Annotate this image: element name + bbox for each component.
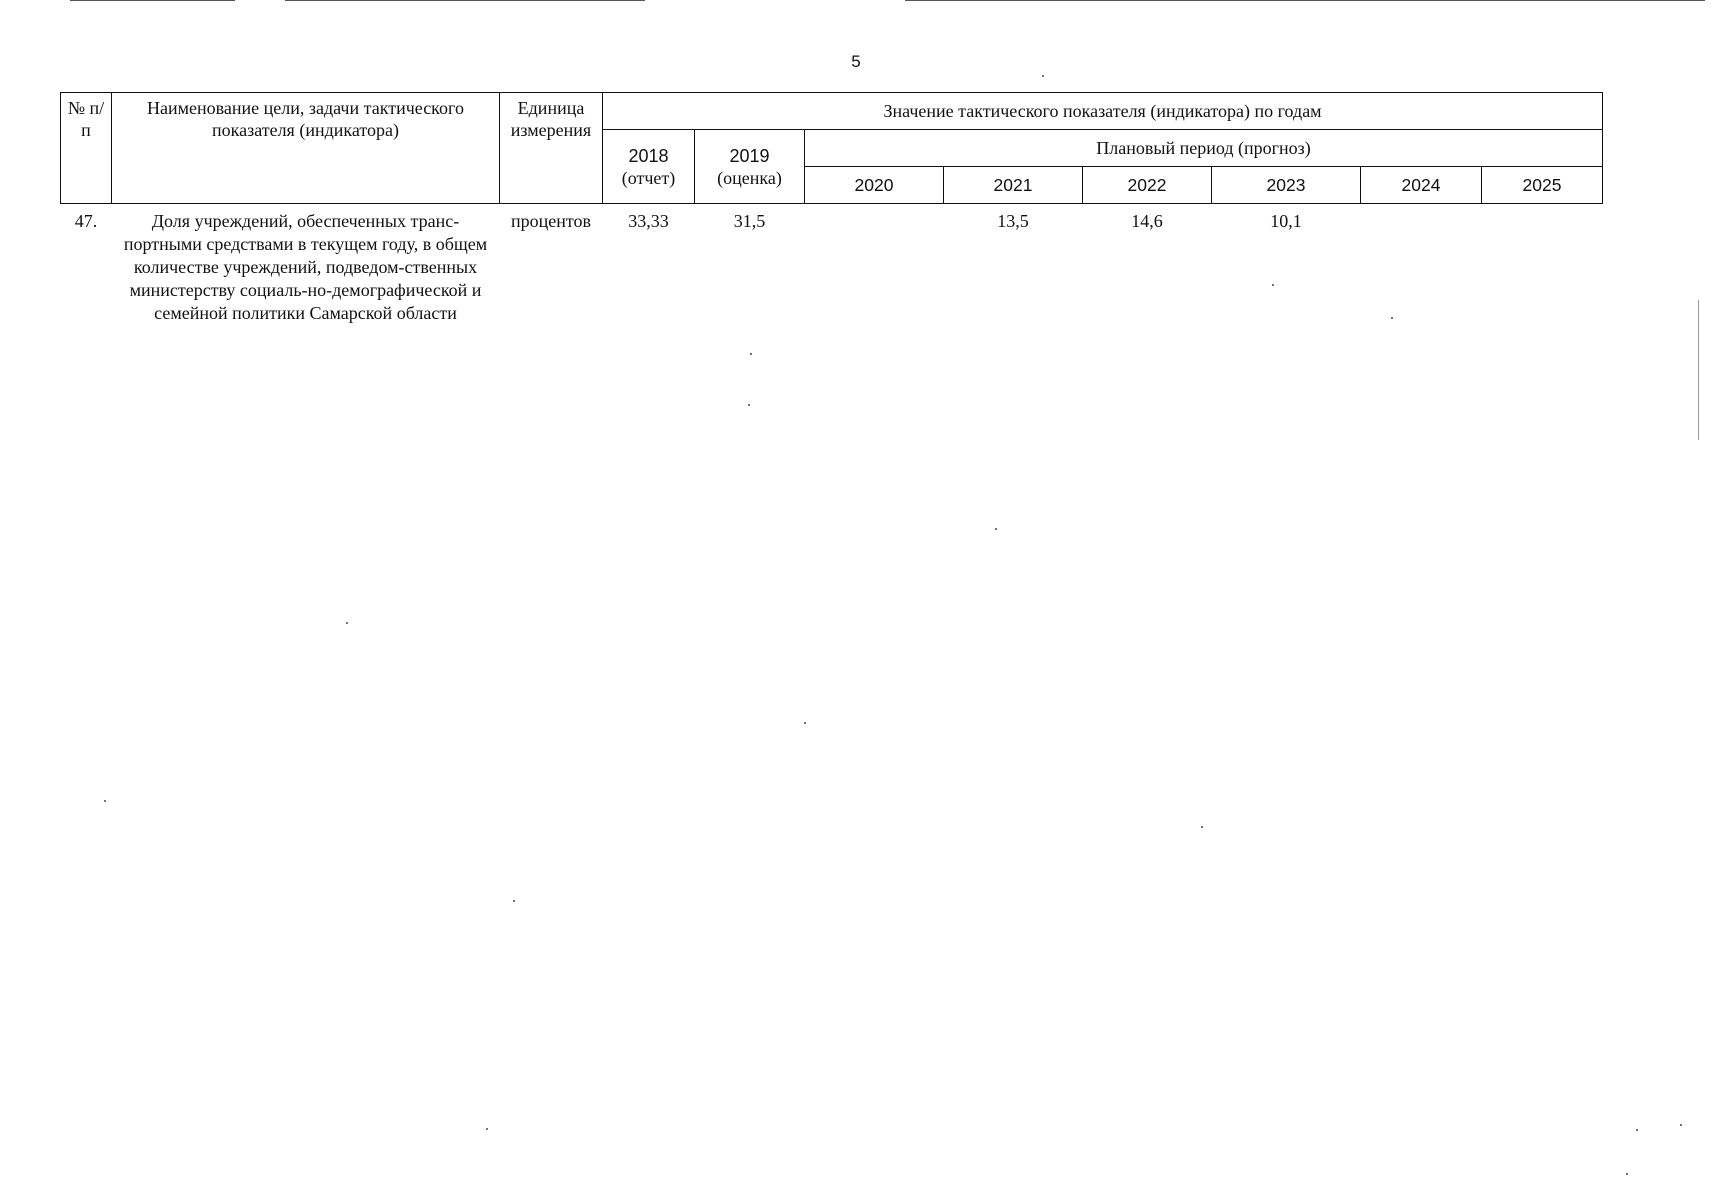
header-year-2024: 2024 [1361,167,1482,204]
scan-speck [104,800,106,802]
scan-speck [486,1128,488,1130]
header-2019-year: 2019 [729,145,770,166]
page-number: 5 [851,52,861,71]
header-planned-period-label: Плановый период (прогноз) [1096,138,1311,158]
scan-speck [1272,284,1274,286]
cell-2018: 33,33 [628,211,669,231]
cell-2023: 10,1 [1270,211,1302,231]
header-num: № п/п [61,93,112,204]
cell-2024 [1361,204,1482,332]
header-year-2025: 2025 [1482,167,1603,204]
header-2018-year: 2018 [628,145,669,166]
scan-speck [995,528,997,530]
header-values-group-label: Значение тактического показателя (индикатора) по годам [883,101,1322,121]
scan-speck [748,404,750,406]
cell-num: 47. [74,211,98,231]
table-header [61,93,1603,204]
scan-speck [804,722,806,724]
header-unit: Единица измерения [500,93,603,204]
header-planned-period [805,130,1603,167]
scan-speck [750,353,752,355]
header-2018 [603,130,695,204]
scan-speck [1698,300,1699,440]
table-row [61,204,1603,332]
scan-artifact-line [70,0,235,1]
scan-speck [1391,317,1393,319]
header-row-1 [61,93,1603,130]
scan-speck [1201,826,1203,828]
scan-speck [1680,1124,1682,1126]
scan-speck [1636,1129,1638,1131]
header-year-2022: 2022 [1083,167,1212,204]
table-body [61,204,1603,332]
header-name: Наименование цели, задачи тактического показателя (индикатора) [112,93,500,204]
header-2018-note: (отчет) [621,167,676,188]
cell-2021: 13,5 [997,211,1029,231]
scan-artifact-line [285,0,645,1]
indicators-table [60,92,1603,331]
cell-2025 [1482,204,1603,332]
header-values-group [603,93,1603,130]
header-year-2020: 2020 [805,167,944,204]
cell-2022: 14,6 [1131,211,1163,231]
scan-speck [1042,75,1044,77]
header-2019 [695,130,805,204]
scan-speck [513,900,515,902]
scan-artifact-line [905,0,1705,1]
header-2019-note: (оценка) [717,167,782,188]
cell-name: Доля учреждений, обеспеченных транс-портными средствами в текущем году, в общем количестве учреждений, подведом-ственных министерству социаль-но-демографической и семейной политики Самарской области [123,211,488,323]
cell-2020 [805,204,944,332]
cell-2019: 31,5 [733,211,766,231]
scan-speck [1626,1173,1628,1175]
header-year-2023: 2023 [1212,167,1361,204]
scan-speck [346,622,348,624]
header-year-2021: 2021 [944,167,1083,204]
cell-unit: процентов [510,211,591,231]
